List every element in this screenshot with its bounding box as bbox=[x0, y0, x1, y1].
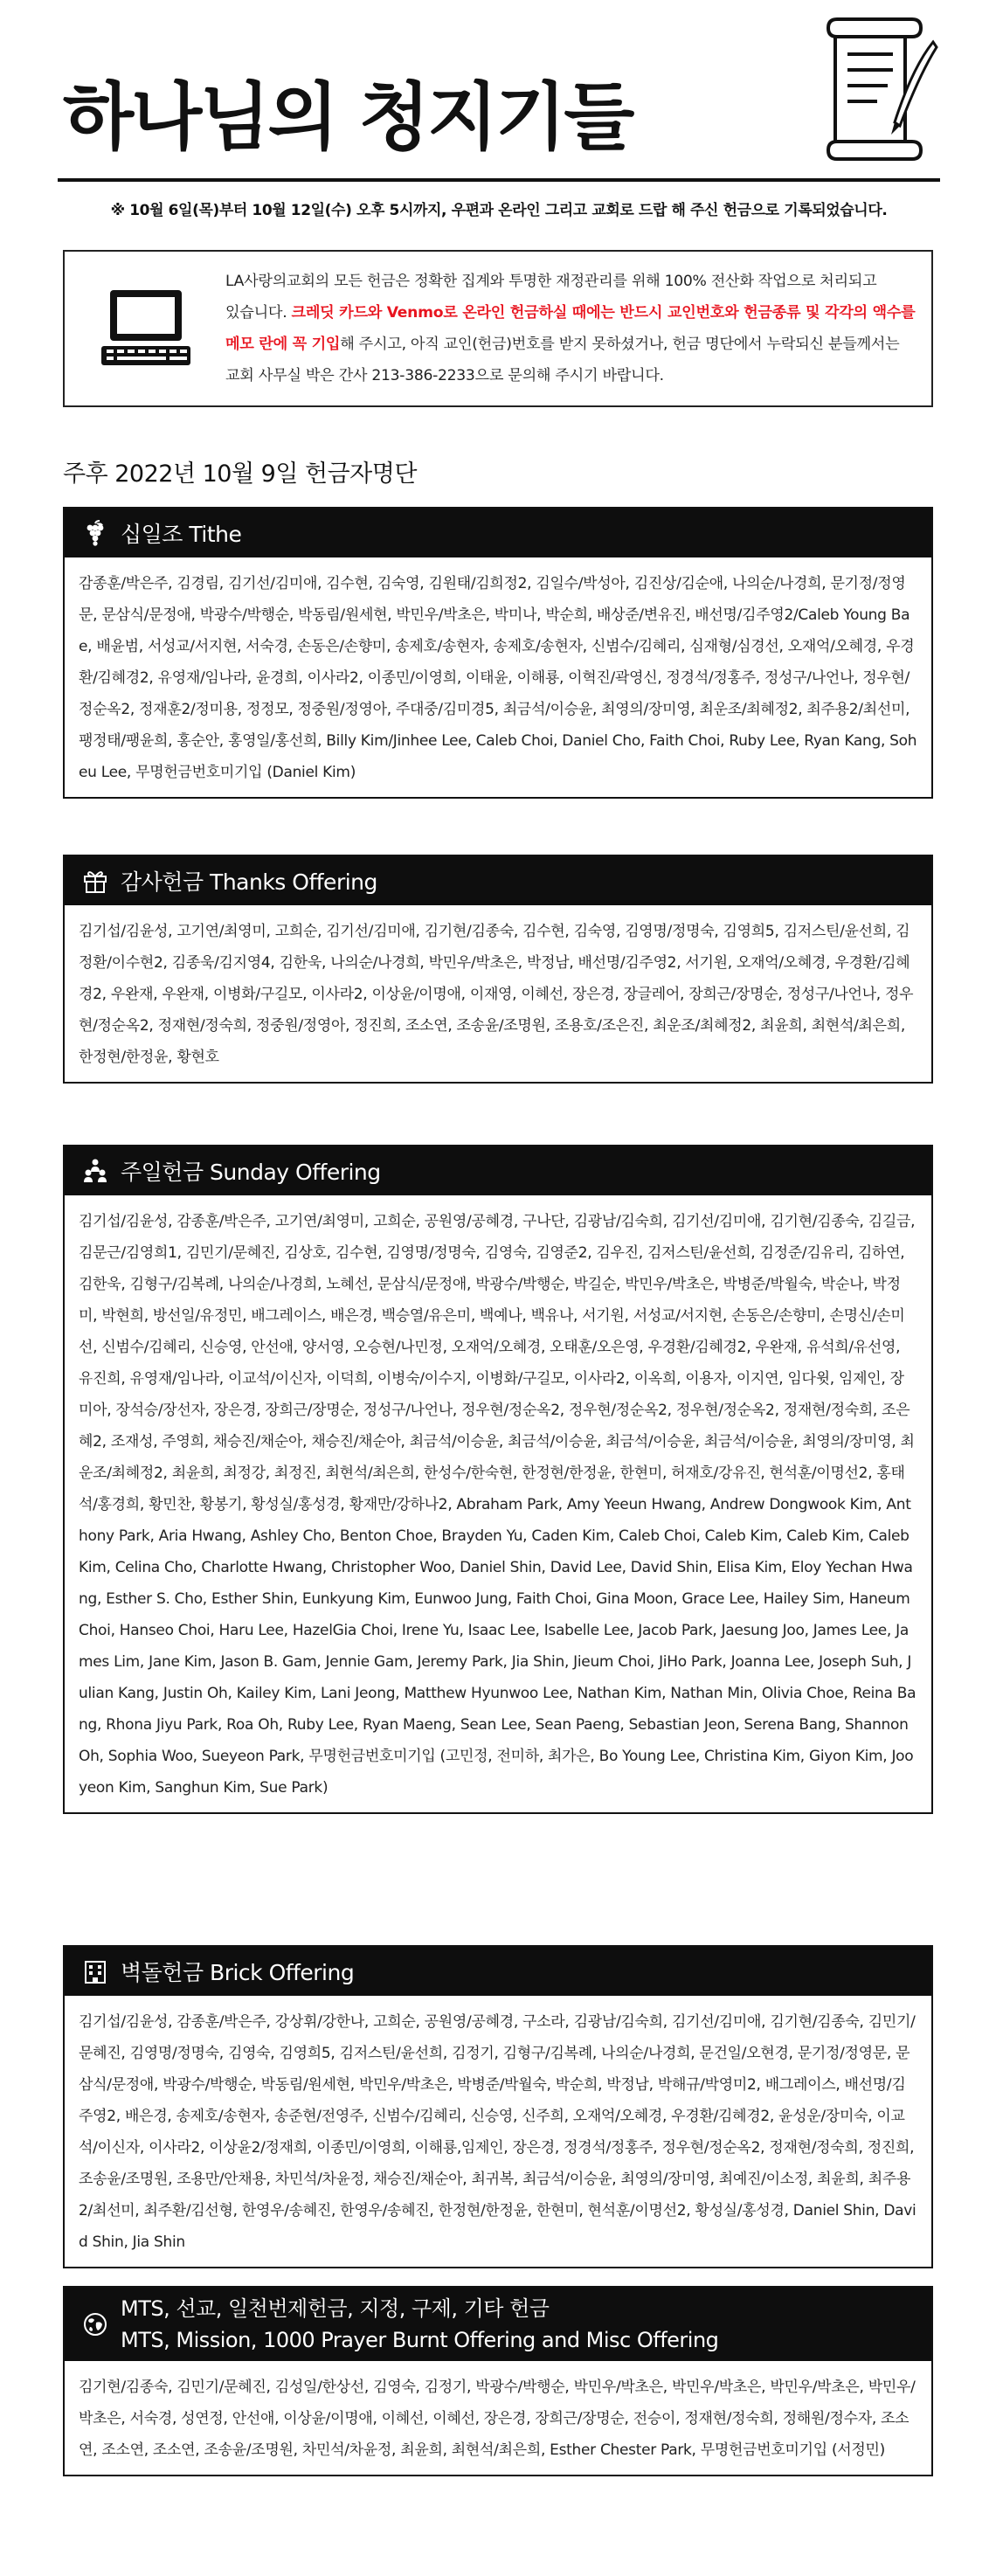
section-subtitle: MTS, Mission, 1000 Prayer Burnt Offering and Misc Offering bbox=[121, 2328, 719, 2352]
section-header bbox=[65, 1947, 931, 1996]
section-misc-offering bbox=[63, 2286, 933, 2476]
building-icon bbox=[82, 1958, 108, 1984]
people-icon bbox=[82, 1158, 108, 1184]
section-sunday-offering bbox=[63, 1145, 933, 1814]
info-text bbox=[225, 266, 916, 391]
gift-icon bbox=[82, 868, 108, 894]
info-text-2: 해 주시고, 아직 교인(헌금)번호를 받지 못하셨거나, 헌금 명단에서 누락되신 분들께서는 교회 사무실 박은 간사 213-386-2233으로 문의해 주시기 바랍니다. bbox=[225, 336, 900, 384]
section-tithe bbox=[63, 507, 933, 799]
donor-list: 김기섭/김윤성, 감종훈/박은주, 강상휘/강한나, 고희순, 공원영/공혜경, 구소라, 김광남/김숙희, 김기선/김미애, 김기현/김종숙, 김민기/문혜진, 김영명/정명숙, 김영숙, 김영희5, 김저스틴/윤선희, 김정기, 김형구/김복례, 나의순/나경희, 문건일/오현경, 문기정/정영문, 문삼식/문정애, 박광수/박행순, 박동림/원세현, 박민우/박초은, 박병준/박월숙, 박순희, 박정남, 박해규/박영미2, 배그레이스, 배선명/김주영2, 배은경, 송제호/송현자, 송준현/전영주, 신범수/김혜리, 신승영, 신주희, 오재억/오혜경, 우경환/김혜경2, 윤성운/장미숙, 이교석/이신자, 이사라2, 이상윤2/정재희, 이종민/이영희, 이해룡,임제인, 장은경, 정경석/정홍주, 정우현/정순옥2, 정재현/정숙희, 정진희, 조송윤/조명원, 조용만/안채용, 차민석/차윤정, 채승진/채순아, 최귀복, 최금석/이승윤, 최영의/장미영, 최예진/이소정, 최윤희, 최주용2/최선미, 최주환/김선형, 한영우/송혜진, 한영우/송혜진, 한정현/한정윤, 한현미, 현석훈/이명선2, 황성실/홍성경, Daniel Shin, David Shin, Jia Shin bbox=[79, 2013, 916, 2251]
notice-text: ※ 10월 6일(목)부터 10월 12일(수) 오후 5시까지, 우편과 온라인 그리고 교회로 드랍 해 주신 헌금으로 기록되었습니다. bbox=[110, 202, 888, 219]
section-title: 십일조 Tithe bbox=[121, 522, 242, 547]
grapes-icon bbox=[82, 520, 108, 546]
section-thanks-offering bbox=[63, 855, 933, 1084]
section-header bbox=[65, 1146, 931, 1195]
globe-icon bbox=[82, 2311, 108, 2337]
donor-list: 김기현/김종숙, 김민기/문혜진, 김성일/한상선, 김영숙, 김정기, 박광수/박행순, 박민우/박초은, 박민우/박초은, 박민우/박초은, 박민우/박초은, 서숙경, 성연정, 안선애, 이상윤/이명애, 이혜선, 이혜선, 장은경, 장희근/장명순, 전승이, 정재현/정숙희, 정해원/정수자, 조소연, 조소연, 조소연, 조송윤/조명원, 차민석/차윤정, 최윤희, 최현석/최은희, Esther Chester Park, 무명헌금번호미기입 (서정민) bbox=[79, 2379, 916, 2459]
section-header bbox=[65, 2288, 931, 2361]
donor-list: 김기섭/김윤성, 고기연/최영미, 고희순, 김기선/김미애, 김기현/김종숙, 김수현, 김숙영, 김영명/정명숙, 김영희5, 김저스틴/윤선희, 김정환/이수현2, 김종욱/김지영4, 김한욱, 나의순/나경희, 박민우/박초은, 박정남, 배선명/김주영2, 서기원, 오재억/오혜경, 우경환/김혜경2, 우완재, 우완재, 이병화/구길모, 이사라2, 이상윤/이명애, 이재영, 이혜선, 장은경, 장글레어, 장희근/장명순, 정성구/나언나, 정우현/정순옥2, 정재현/정숙희, 정중원/정영아, 정진희, 조소연, 조송윤/조명원, 조용호/조은진, 최운조/최혜정2, 최윤희, 최현석/최은희, 한정현/한정윤, 황현호 bbox=[79, 923, 914, 1066]
computer-icon bbox=[98, 287, 194, 374]
section-title: 벽돌헌금 Brick Offering bbox=[121, 1960, 355, 1985]
donor-list: 김기섭/김윤성, 감종훈/박은주, 고기연/최영미, 고희순, 공원영/공혜경, 구나단, 김광남/김숙희, 김기선/김미애, 김기현/김종숙, 김길금, 김문근/김영희1, 김민기/문혜진, 김상호, 김수현, 김영명/정명숙, 김영숙, 김영준2, 김우진, 김저스틴/윤선희, 김정준/김유리, 김하연, 김한욱, 김형구/김복례, 나의순/나경희, 노혜선, 문삼식/문정애, 박광수/박행순, 박길순, 박민우/박초은, 박병준/박월숙, 박순나, 박정미, 박현희, 방선일/유정민, 배그레이스, 배은경, 백승열/유은미, 백예나, 백유나, 서기원, 서성교/서지현, 손동은/손향미, 손명신/손미선, 신범수/김혜리, 신승영, 안선애, 양서영, 오승현/나민정, 오재억/오혜경, 오태훈/오은영, 우경환/김혜경2, 우완재, 유석희/유선영, 유진희, 유영재/임나라, 이교석/이신자, 이덕희, 이병숙/이수지, 이병화/구길모, 이사라2, 이옥희, 이용자, 이지연, 임다윗, 임제인, 장미아, 장석승/장선자, 장은경, 장희근/장명순, 정성구/나언나, 정우현/정순옥2, 정우현/정순옥2, 정우현/정순옥2, 정재현/정숙희, 조은혜2, 조재성, 주영희, 채승진/채순아, 채승진/채순아, 최금석/이승윤, 최금석/이승윤, 최금석/이승윤, 최금석/이승윤, 최영의/장미영, 최운조/최혜정2, 최윤희, 최정강, 최정진, 최현석/최은희, 한성수/한숙현, 한정현/한정윤, 한현미, 허재호/강유진, 현석훈/이명선2, 홍태석/홍경희, 황민찬, 황봉기, 황성실/홍성경, 황재만/강하나2, Abraham Park, Amy Yeeun Hwang, Andrew Dongwook Kim, Anthony Park, Aria Hwang, Ashley Cho, Benton Choe, Brayden Yu, Caden Kim, Caleb Choi, Caleb Kim, Caleb Kim, Caleb Kim, Celina Cho, Charlotte Hwang, Christopher Woo, Daniel Shin, David Lee, David Shin, Elisa Kim, Eloy Yechan Hwang, Esther S. Cho, Esther Shin, Eunkyung Kim, Eunwoo Jung, Faith Choi, Gina Moon, Grace Lee, Hailey Sim, Haneum Choi, Hanseo Choi, Haru Lee, HazelGia Choi, Irene Yu, Isaac Lee, Isabelle Lee, Jacob Park, Jaesung Joo, James Lee, James Lim, Jane Kim, Jason B. Gam, Jennie Gam, Jeremy Park, Jia Shin, Jieum Choi, JiHo Park, Joanna Lee, Joseph Suh, Julian Kang, Justin Oh, Kailey Kim, Lani Jeong, Matthew Hyunwoo Lee, Nathan Kim, Nathan Min, Olivia Choe, Reina Bang, Rhona Jiyu Park, Roa Oh, Ruby Lee, Ryan Maeng, Sean Lee, Sean Paeng, Sebastian Jeon, Serena Bang, Shannon Oh, Sophia Woo, Sueyeon Park, 무명헌금번호미기입 (고민정, 전미하, 최가은, Bo Young Lee, Christina Kim, Giyon Kim, Jooyeon Kim, Sanghun Kim, Sue Park) bbox=[79, 1213, 916, 1797]
scroll-quill-icon bbox=[809, 16, 940, 164]
title-divider bbox=[58, 178, 940, 182]
section-title: MTS, 선교, 일천번제헌금, 지정, 구제, 기타 헌금 bbox=[121, 2296, 550, 2321]
section-title: 감사헌금 Thanks Offering bbox=[121, 869, 377, 895]
section-brick-offering bbox=[63, 1945, 933, 2268]
page-header bbox=[58, 16, 940, 182]
section-title: 주일헌금 Sunday Offering bbox=[121, 1160, 381, 1185]
info-text-1: LA사랑의교회의 모든 헌금은 정확한 집계와 투명한 재정관리를 위해 100% 전산화 작업으로 처리되고 있습니다. bbox=[225, 273, 877, 322]
section-header bbox=[65, 856, 931, 905]
section-header bbox=[65, 509, 931, 557]
info-box bbox=[63, 250, 933, 407]
donor-list: 감종훈/박은주, 김경림, 김기선/김미애, 김수현, 김숙영, 김원태/김희정2, 김일수/박성아, 김진상/김순애, 나의순/나경희, 문기정/정영문, 문삼식/문정애, 박광수/박행순, 박동림/원세현, 박민우/박초은, 박미나, 박순희, 배상준/변유진, 배선명/김주영2/Caleb Young Bae, 배윤범, 서성교/서지현, 서숙경, 손동은/손향미, 송제호/송현자, 송제호/송현자, 신범수/김혜리, 심재형/심경선, 오재억/오혜경, 우경환/김혜경2, 유영재/임나라, 윤경희, 이사라2, 이종민/이영희, 이태윤, 이해룡, 이혁진/곽영신, 정경석/정홍주, 정성구/나언나, 정우현/정순옥2, 정재훈2/정미용, 정정모, 정중원/정영아, 주대중/김미경5, 최금석/이승윤, 최영의/장미영, 최운조/최혜정2, 최주용2/최선미, 팽정태/팽윤희, 홍순안, 홍영일/홍선희, Billy Kim/Jinhee Lee, Caleb Choi, Daniel Cho, Faith Choi, Ruby Lee, Ryan Kang, Soheu Lee, 무명헌금번호미기입 (Daniel Kim) bbox=[79, 575, 917, 781]
info-text-highlight: 크레딧 카드와 Venmo로 온라인 헌금하실 때에는 반드시 교인번호와 헌금종류 및 각각의 액수를 메모 란에 꼭 기입 bbox=[225, 304, 916, 353]
week-title: 주후 2022년 10월 9일 헌금자명단 bbox=[63, 460, 417, 488]
page-title: 하나님의 청지기들 bbox=[63, 74, 633, 160]
